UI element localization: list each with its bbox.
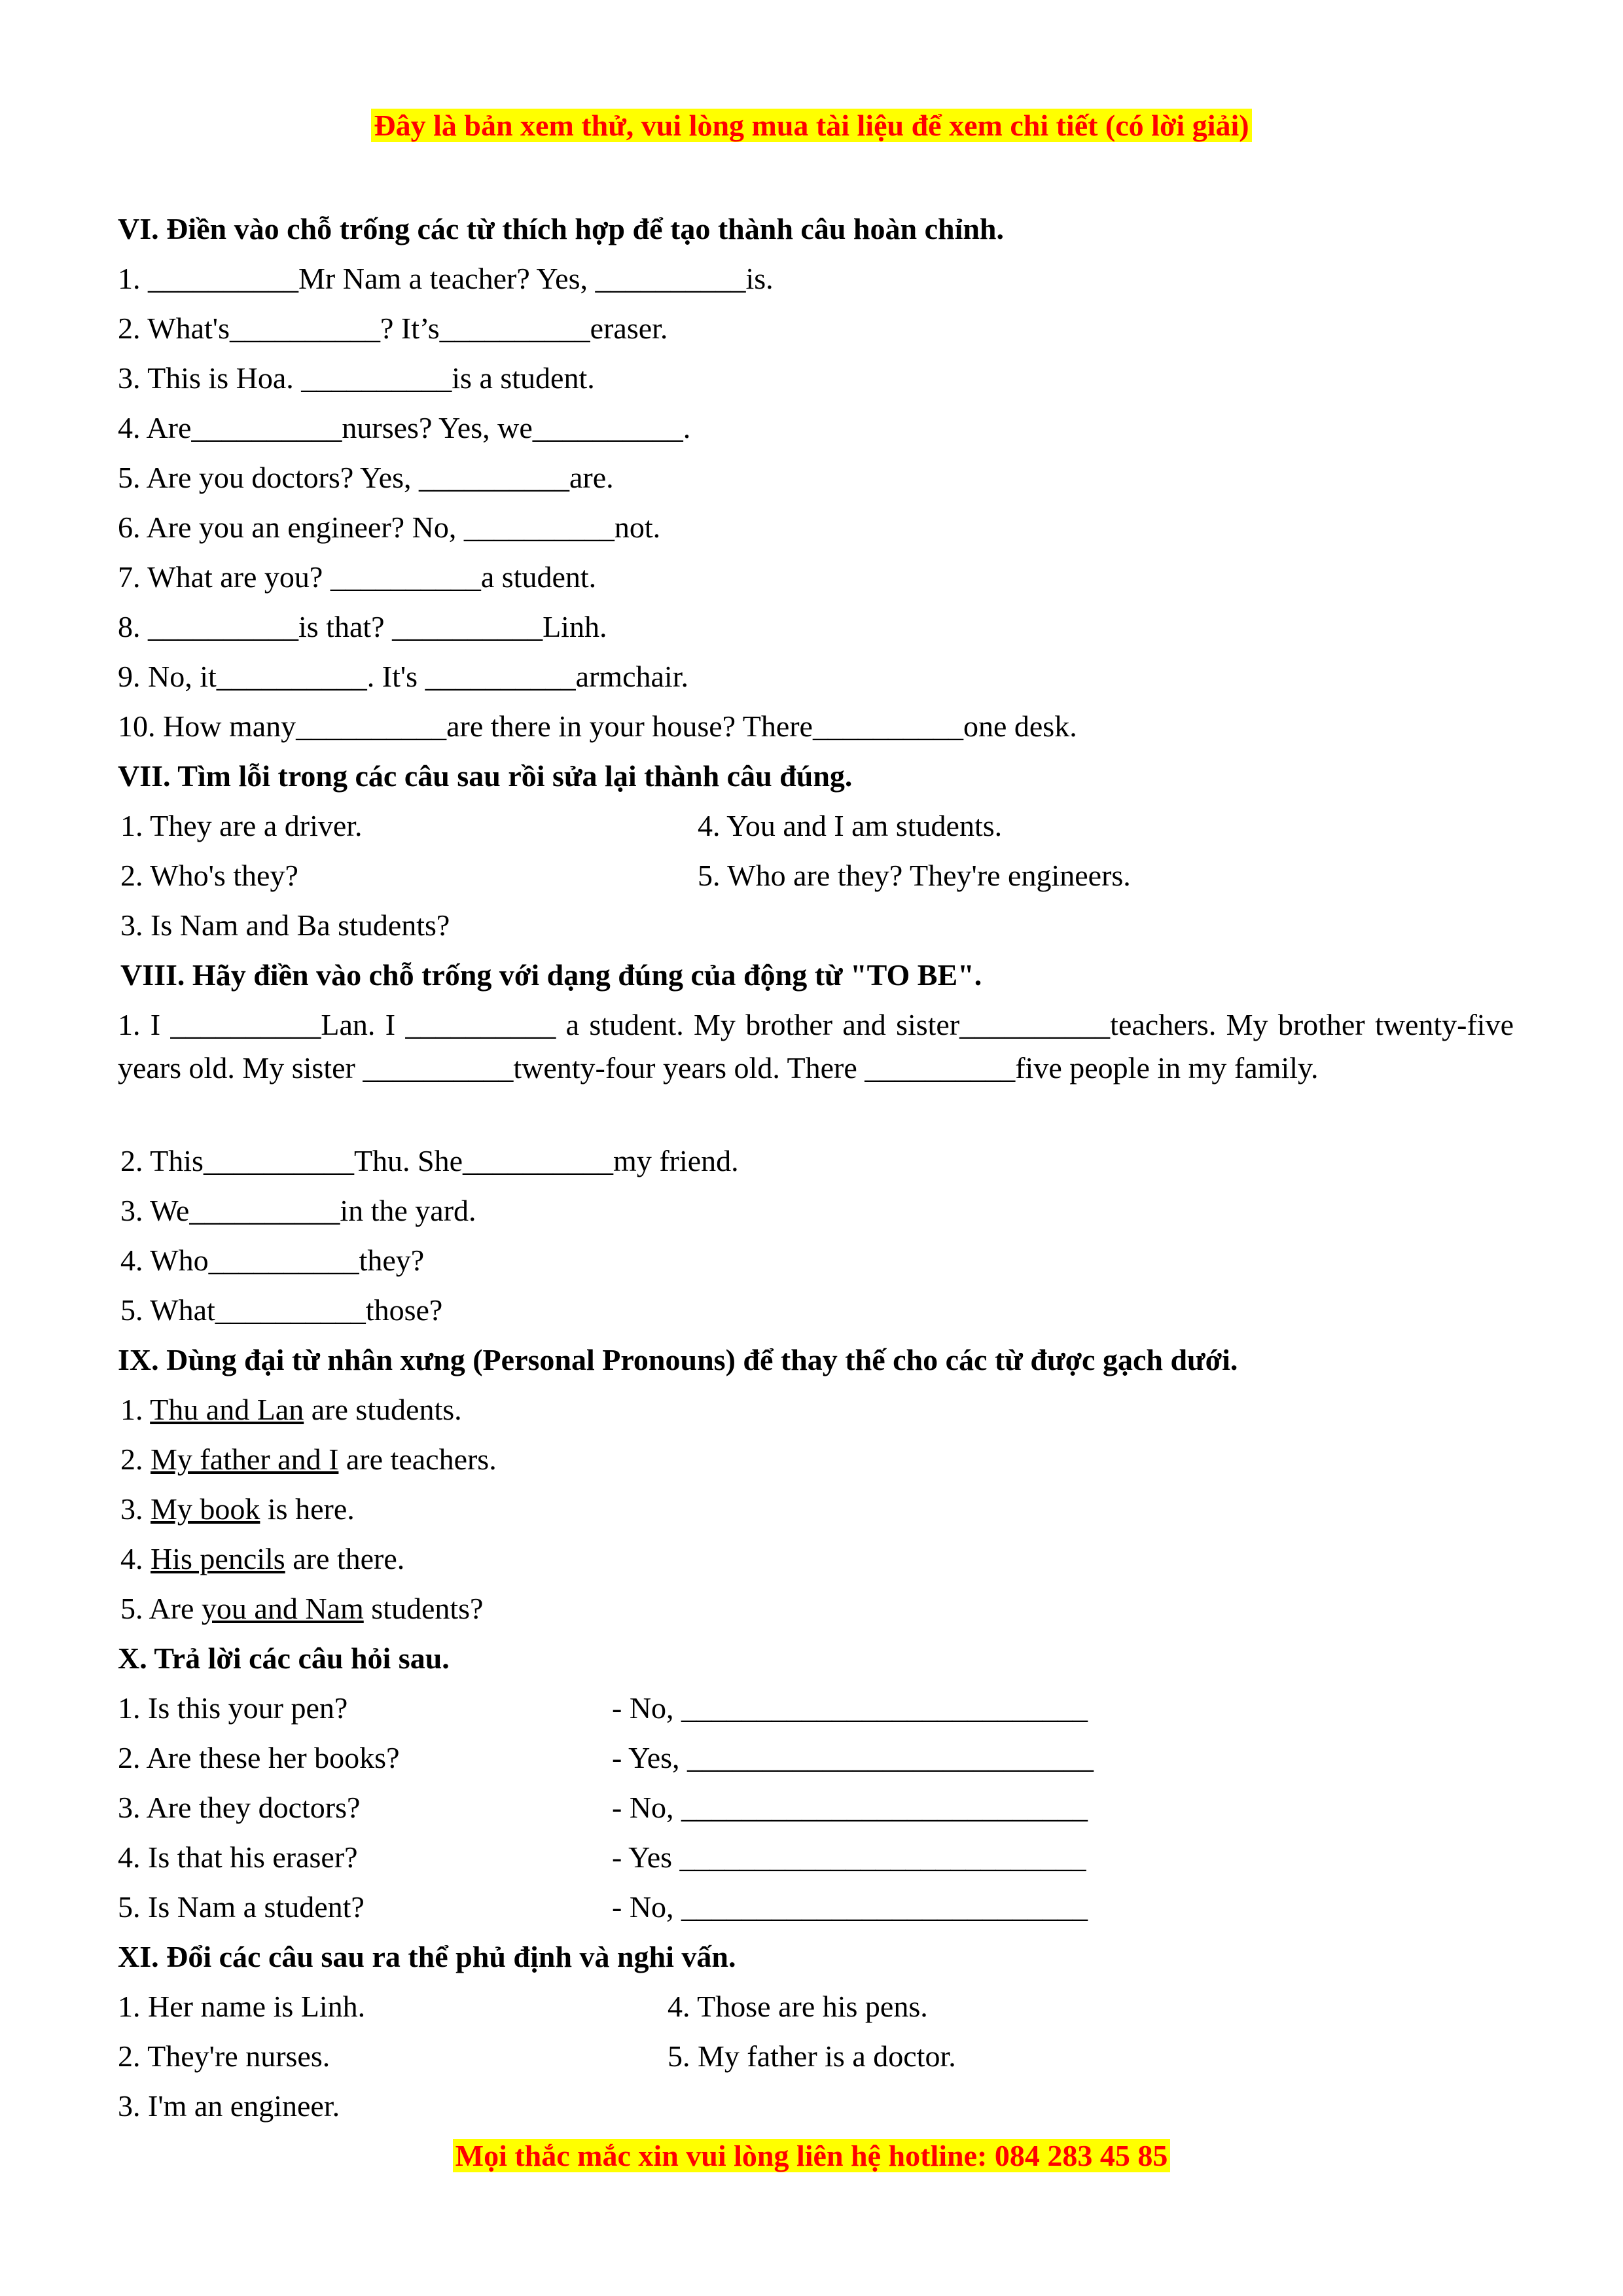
s11-item-3: 3. I'm an engineer. — [118, 2089, 340, 2123]
s9-item-2: 2. My father and I are teachers. — [120, 1443, 497, 1476]
s6-item-4: 4. Are__________nurses? Yes, we__________. — [118, 411, 691, 444]
section-9-title: IX. Dùng đại từ nhân xưng (Personal Pronouns) để thay thế cho các từ được gạch dưới. — [118, 1343, 1238, 1376]
underlined-phrase: Thu and Lan — [150, 1393, 304, 1426]
section-7-title: VII. Tìm lỗi trong các câu sau rồi sửa lại thành câu đúng. — [118, 759, 853, 793]
s8-paragraph: 1. I __________Lan. I __________ a student. My brother and sister__________teachers. My brother twenty-five years old. My sister __________twenty-four years old. There __________five people in my family. — [118, 1008, 1514, 1085]
s10-question-3: 3. Are they doctors? — [118, 1791, 361, 1824]
s6-item-5: 5. Are you doctors? Yes, __________are. — [118, 461, 614, 494]
s11-item-5: 5. My father is a doctor. — [668, 2039, 956, 2073]
section-10-title: X. Trả lời các câu hỏi sau. — [118, 1641, 450, 1675]
s11-item-4: 4. Those are his pens. — [668, 1990, 928, 2023]
preview-notice — [0, 106, 1623, 145]
s8-item-4: 4. Who__________they? — [120, 1244, 425, 1277]
s6-item-2: 2. What's__________? It’s__________eraser. — [118, 312, 668, 345]
s6-item-10: 10. How many__________are there in your house? There__________one desk. — [118, 709, 1077, 743]
underlined-phrase: you and Nam — [201, 1592, 364, 1625]
section-6-title: VI. Điền vào chỗ trống các từ thích hợp để tạo thành câu hoàn chỉnh. — [118, 212, 1005, 245]
section-8-title: VIII. Hãy điền vào chỗ trống với dạng đúng của động từ "TO BE". — [120, 958, 982, 992]
s6-item-8: 8. __________is that? __________Linh. — [118, 610, 607, 643]
underlined-phrase: His pencils — [151, 1542, 285, 1575]
s10-question-5: 5. Is Nam a student? — [118, 1890, 365, 1924]
s7-item-3: 3. Is Nam and Ba students? — [120, 908, 450, 942]
s10-question-1: 1. Is this your pen? — [118, 1691, 348, 1725]
underlined-phrase: My father and I — [151, 1443, 339, 1476]
s9-item-3: 3. My book is here. — [120, 1492, 355, 1526]
s11-item-2: 2. They're nurses. — [118, 2039, 330, 2073]
s8-item-2: 2. This__________Thu. She__________my friend. — [120, 1144, 739, 1177]
s10-question-2: 2. Are these her books? — [118, 1741, 400, 1774]
s9-item-5: 5. Are you and Nam students? — [120, 1592, 484, 1625]
s10-answer-2: - Yes, ___________________________ — [612, 1741, 1094, 1774]
s10-answer-1: - No, ___________________________ — [612, 1691, 1088, 1725]
s6-item-3: 3. This is Hoa. __________is a student. — [118, 361, 595, 395]
s11-item-1: 1. Her name is Linh. — [118, 1990, 366, 2023]
s6-item-6: 6. Are you an engineer? No, __________not. — [118, 511, 661, 544]
s8-item-3: 3. We__________in the yard. — [120, 1194, 476, 1227]
s7-item-5: 5. Who are they? They're engineers. — [698, 859, 1131, 892]
s7-item-4: 4. You and I am students. — [698, 809, 1003, 842]
s6-item-7: 7. What are you? __________a student. — [118, 560, 597, 594]
s6-item-9: 9. No, it__________. It's __________armchair. — [118, 660, 688, 693]
hotline-notice-text: Mọi thắc mắc xin vui lòng liên hệ hotline: 084 283 45 85 — [453, 2139, 1171, 2172]
section-11-title: XI. Đổi các câu sau ra thể phủ định và nghi vấn. — [118, 1940, 736, 1973]
s9-item-4: 4. His pencils are there. — [120, 1542, 405, 1575]
s10-answer-5: - No, ___________________________ — [612, 1890, 1088, 1924]
underlined-phrase: My book — [151, 1492, 260, 1526]
preview-notice-text: Đây là bản xem thử, vui lòng mua tài liệu để xem chi tiết (có lời giải) — [371, 109, 1251, 142]
hotline-notice — [0, 2136, 1623, 2176]
s7-item-1: 1. They are a driver. — [120, 809, 363, 842]
s8-item-5: 5. What__________those? — [120, 1293, 443, 1327]
s6-item-1: 1. __________Mr Nam a teacher? Yes, __________is. — [118, 262, 774, 295]
s9-item-1: 1. Thu and Lan are students. — [120, 1393, 462, 1426]
s10-answer-3: - No, ___________________________ — [612, 1791, 1088, 1824]
s10-question-4: 4. Is that his eraser? — [118, 1840, 358, 1874]
s10-answer-4: - Yes ___________________________ — [612, 1840, 1086, 1874]
s7-item-2: 2. Who's they? — [120, 859, 298, 892]
